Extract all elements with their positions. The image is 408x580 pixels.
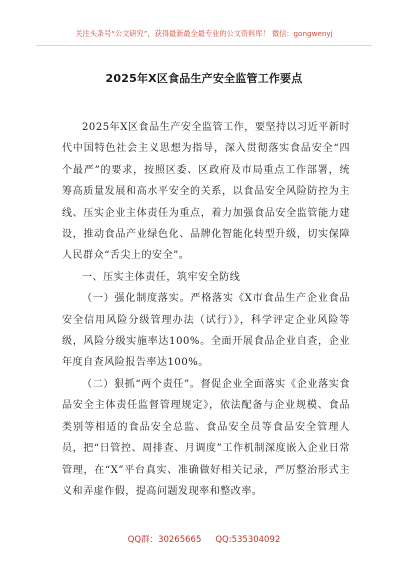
header-divider [36,45,372,46]
footer-contact [0,534,408,546]
subsection-paragraph-1: （一）强化制度落实。严格落实《X市食品生产企业食品安全信用风险分级管理办法（试行）》，科学评定企业风险等级，风险分级实施率达100%。全面开展食品企业自查，企业年度自查风险报告率达100%。 [62,293,350,369]
header-banner: 关注头条号“公文研究”，获得最新最全最专业的公文资料库！ 微信：gongwenyj [75,29,333,38]
document-body [62,117,350,502]
section-heading: 一、压实主体责任，筑牢安全防线 [82,271,241,283]
subsection-paragraph-2: （二）狠抓“两个责任”。督促企业全面落实《企业落实食品安全主体责任监督管理规定》，依法配备与企业规模、食品类别等相适的食品安全总监、食品安全员等食品安全管理人员，把“日管控、周排查、月调度”工作机制深度嵌入企业日常管理，在“X”平台真实、准确做好相关记录，严厉整治形式主义和弄虚作假，提高问题发现率和整改率。 [62,378,350,497]
intro-paragraph: 2025年X区食品生产安全监管工作，要坚持以习近平新时代中国特色社会主义思想为指导，深入贯彻落实食品安全“四个最严”的要求，按照区委、区政府及市局重点工作部署，统筹高质量发展和高水平安全的关系，以食品安全风险防控为主线、压实企业主体责任为重点，着力加强食品安全监管能力建设，推动食品产业绿色化、品牌化智能化转型升级，切实保障人民群众“舌尖上的安全”。 [62,122,350,262]
qq-group-label: QQ群：30265665 [127,535,202,545]
qq-label: QQ:535304092 [215,535,281,545]
document-title: 2025年X区食品生产安全监管工作要点 [105,72,303,85]
